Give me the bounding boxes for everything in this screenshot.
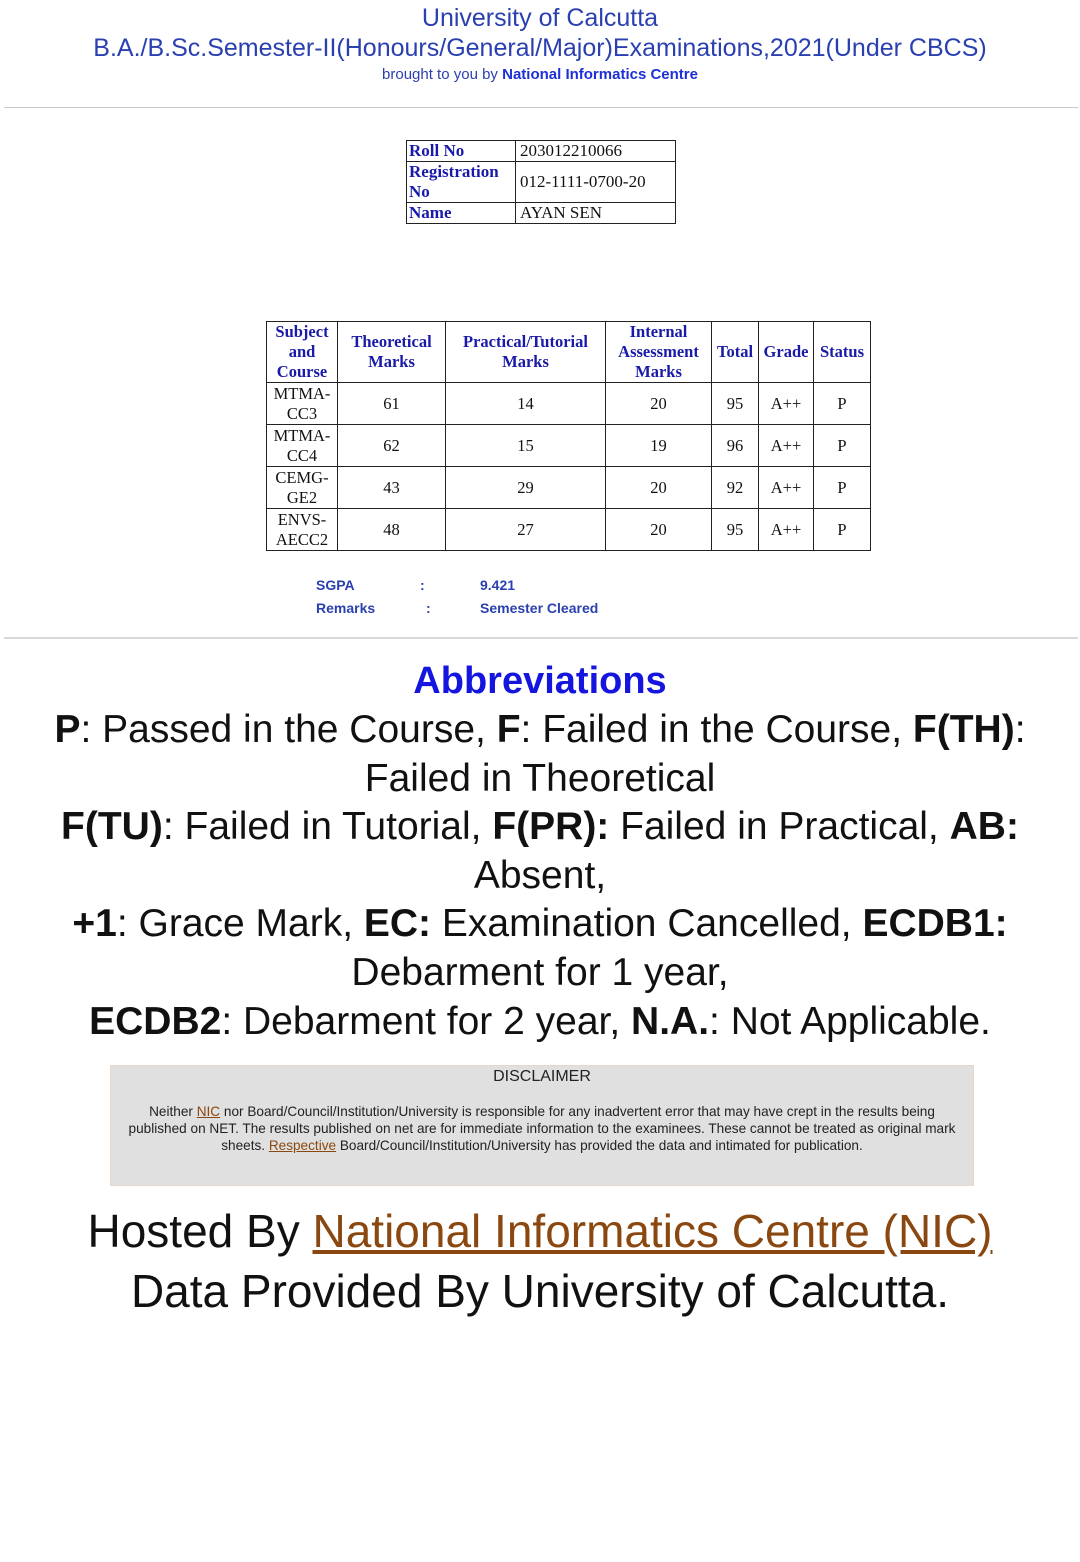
- roll-label: Roll No: [407, 141, 516, 162]
- practical-cell: 29: [446, 467, 606, 509]
- brought-prefix: brought to you by: [382, 66, 498, 83]
- roll-row: [407, 141, 676, 162]
- table-row: [267, 467, 871, 509]
- disclaimer-title: DISCLAIMER: [493, 1068, 591, 1085]
- abbr-code: AB:: [949, 805, 1019, 849]
- abbreviations-list: [40, 706, 1040, 1046]
- header-divider: [4, 107, 1078, 108]
- theoretical-cell: 43: [338, 467, 446, 509]
- theoretical-cell: 61: [338, 383, 446, 425]
- abbr-meaning: : Failed in Tutorial,: [162, 805, 493, 849]
- name-value: AYAN SEN: [516, 203, 676, 224]
- internal-cell: 20: [606, 383, 712, 425]
- name-row: [407, 203, 676, 224]
- abbr-code: F(TH): [912, 708, 1015, 751]
- registration-value: 012-1111-0700-20: [516, 162, 676, 203]
- name-label: Name: [407, 203, 516, 224]
- nic-link[interactable]: NIC: [196, 1104, 221, 1119]
- internal-cell: 20: [606, 467, 712, 509]
- registration-label: Registration No: [407, 162, 516, 203]
- exam-title: B.A./B.Sc.Semester-II(Honours/General/Major)Examinations,2021(Under CBCS): [93, 34, 987, 62]
- abbr-meaning: : Passed in the Course,: [80, 708, 497, 751]
- table-row: [267, 383, 871, 425]
- abbr-code: ECDB2: [89, 999, 222, 1043]
- abbr-meaning: Debarment for 1 year,: [351, 950, 729, 994]
- header-grade: Grade: [759, 322, 814, 383]
- sgpa-value: 9.421: [480, 577, 516, 593]
- abbr-code: P: [54, 708, 81, 751]
- header-theoretical: Theoretical Marks: [338, 322, 446, 383]
- data-provided-line: Data Provided By University of Calcutta.: [130, 1265, 950, 1317]
- marks-table: [266, 321, 871, 551]
- abbr-code: EC:: [363, 902, 432, 946]
- abbr-meaning: : Failed in Theoretical: [364, 708, 1026, 800]
- abbr-meaning: Failed in Practical,: [609, 805, 950, 849]
- disclaimer-text-part: Board/Council/Institution/University has provided the data and intimated for publication.: [336, 1138, 863, 1153]
- abbr-code: ECDB1:: [862, 902, 1008, 946]
- status-cell: P: [814, 425, 871, 467]
- hosted-by-line: [0, 1204, 1080, 1258]
- grade-cell: A++: [759, 509, 814, 551]
- sgpa-separator: :: [420, 577, 425, 593]
- header-practical: Practical/Tutorial Marks: [446, 322, 606, 383]
- grade-cell: A++: [759, 467, 814, 509]
- disclaimer-text-part: Neither: [149, 1104, 197, 1119]
- sgpa-label: SGPA: [316, 577, 355, 593]
- roll-value: 203012210066: [516, 141, 676, 162]
- internal-cell: 20: [606, 509, 712, 551]
- status-cell: P: [814, 467, 871, 509]
- header-internal: Internal Assessment Marks: [606, 322, 712, 383]
- abbr-code: +1: [72, 902, 117, 946]
- abbr-code: N.A.: [631, 999, 710, 1043]
- remarks-value: Semester Cleared: [480, 600, 599, 616]
- practical-cell: 14: [446, 383, 606, 425]
- abbr-meaning: : Debarment for 2 year,: [221, 999, 632, 1043]
- abbr-meaning: : Failed in the Course,: [520, 708, 913, 751]
- marks-header-row: [267, 322, 871, 383]
- header-status: Status: [814, 322, 871, 383]
- brought-by-line: [0, 66, 1080, 83]
- header-total: Total: [712, 322, 759, 383]
- practical-cell: 27: [446, 509, 606, 551]
- total-cell: 92: [712, 467, 759, 509]
- theoretical-cell: 48: [338, 509, 446, 551]
- registration-row: [407, 162, 676, 203]
- respective-link[interactable]: Respective: [268, 1138, 337, 1153]
- internal-cell: 19: [606, 425, 712, 467]
- abbr-code: F: [496, 708, 521, 751]
- section-divider: [4, 637, 1078, 639]
- student-info-table: [406, 140, 676, 224]
- brought-org: National Informatics Centre: [502, 66, 698, 83]
- abbr-code: F(TU): [61, 805, 163, 849]
- remarks-label: Remarks: [316, 600, 376, 616]
- subject-cell: MTMA-CC4: [267, 425, 338, 467]
- total-cell: 96: [712, 425, 759, 467]
- header-subject: Subject and Course: [267, 322, 338, 383]
- abbr-code: F(PR):: [492, 805, 610, 849]
- disclaimer-text: [121, 1103, 963, 1154]
- practical-cell: 15: [446, 425, 606, 467]
- table-row: [267, 509, 871, 551]
- theoretical-cell: 62: [338, 425, 446, 467]
- abbr-meaning: Examination Cancelled,: [431, 902, 863, 946]
- subject-cell: ENVS-AECC2: [267, 509, 338, 551]
- university-title: University of Calcutta: [421, 4, 659, 32]
- hosted-prefix: Hosted By: [87, 1205, 313, 1257]
- subject-cell: CEMG-GE2: [267, 467, 338, 509]
- nic-home-link[interactable]: National Informatics Centre (NIC): [312, 1205, 993, 1257]
- table-row: [267, 425, 871, 467]
- abbreviations-title: Abbreviations: [413, 660, 667, 702]
- grade-cell: A++: [759, 425, 814, 467]
- abbr-meaning: Absent,: [473, 853, 607, 897]
- abbr-meaning: : Not Applicable.: [709, 999, 991, 1043]
- disclaimer-box: [110, 1065, 974, 1186]
- total-cell: 95: [712, 383, 759, 425]
- subject-cell: MTMA-CC3: [267, 383, 338, 425]
- status-cell: P: [814, 509, 871, 551]
- disclaimer-text-part: nor Board/Council/Institution/University is responsible for any inadvertent error that may have crept in the results being published on NET. The results published on net are for immediate information to the examinees. These cannot be treated as original mark sheets.: [128, 1104, 956, 1153]
- grade-cell: A++: [759, 383, 814, 425]
- status-cell: P: [814, 383, 871, 425]
- abbr-meaning: : Grace Mark,: [116, 902, 364, 946]
- total-cell: 95: [712, 509, 759, 551]
- remarks-separator: :: [426, 600, 431, 616]
